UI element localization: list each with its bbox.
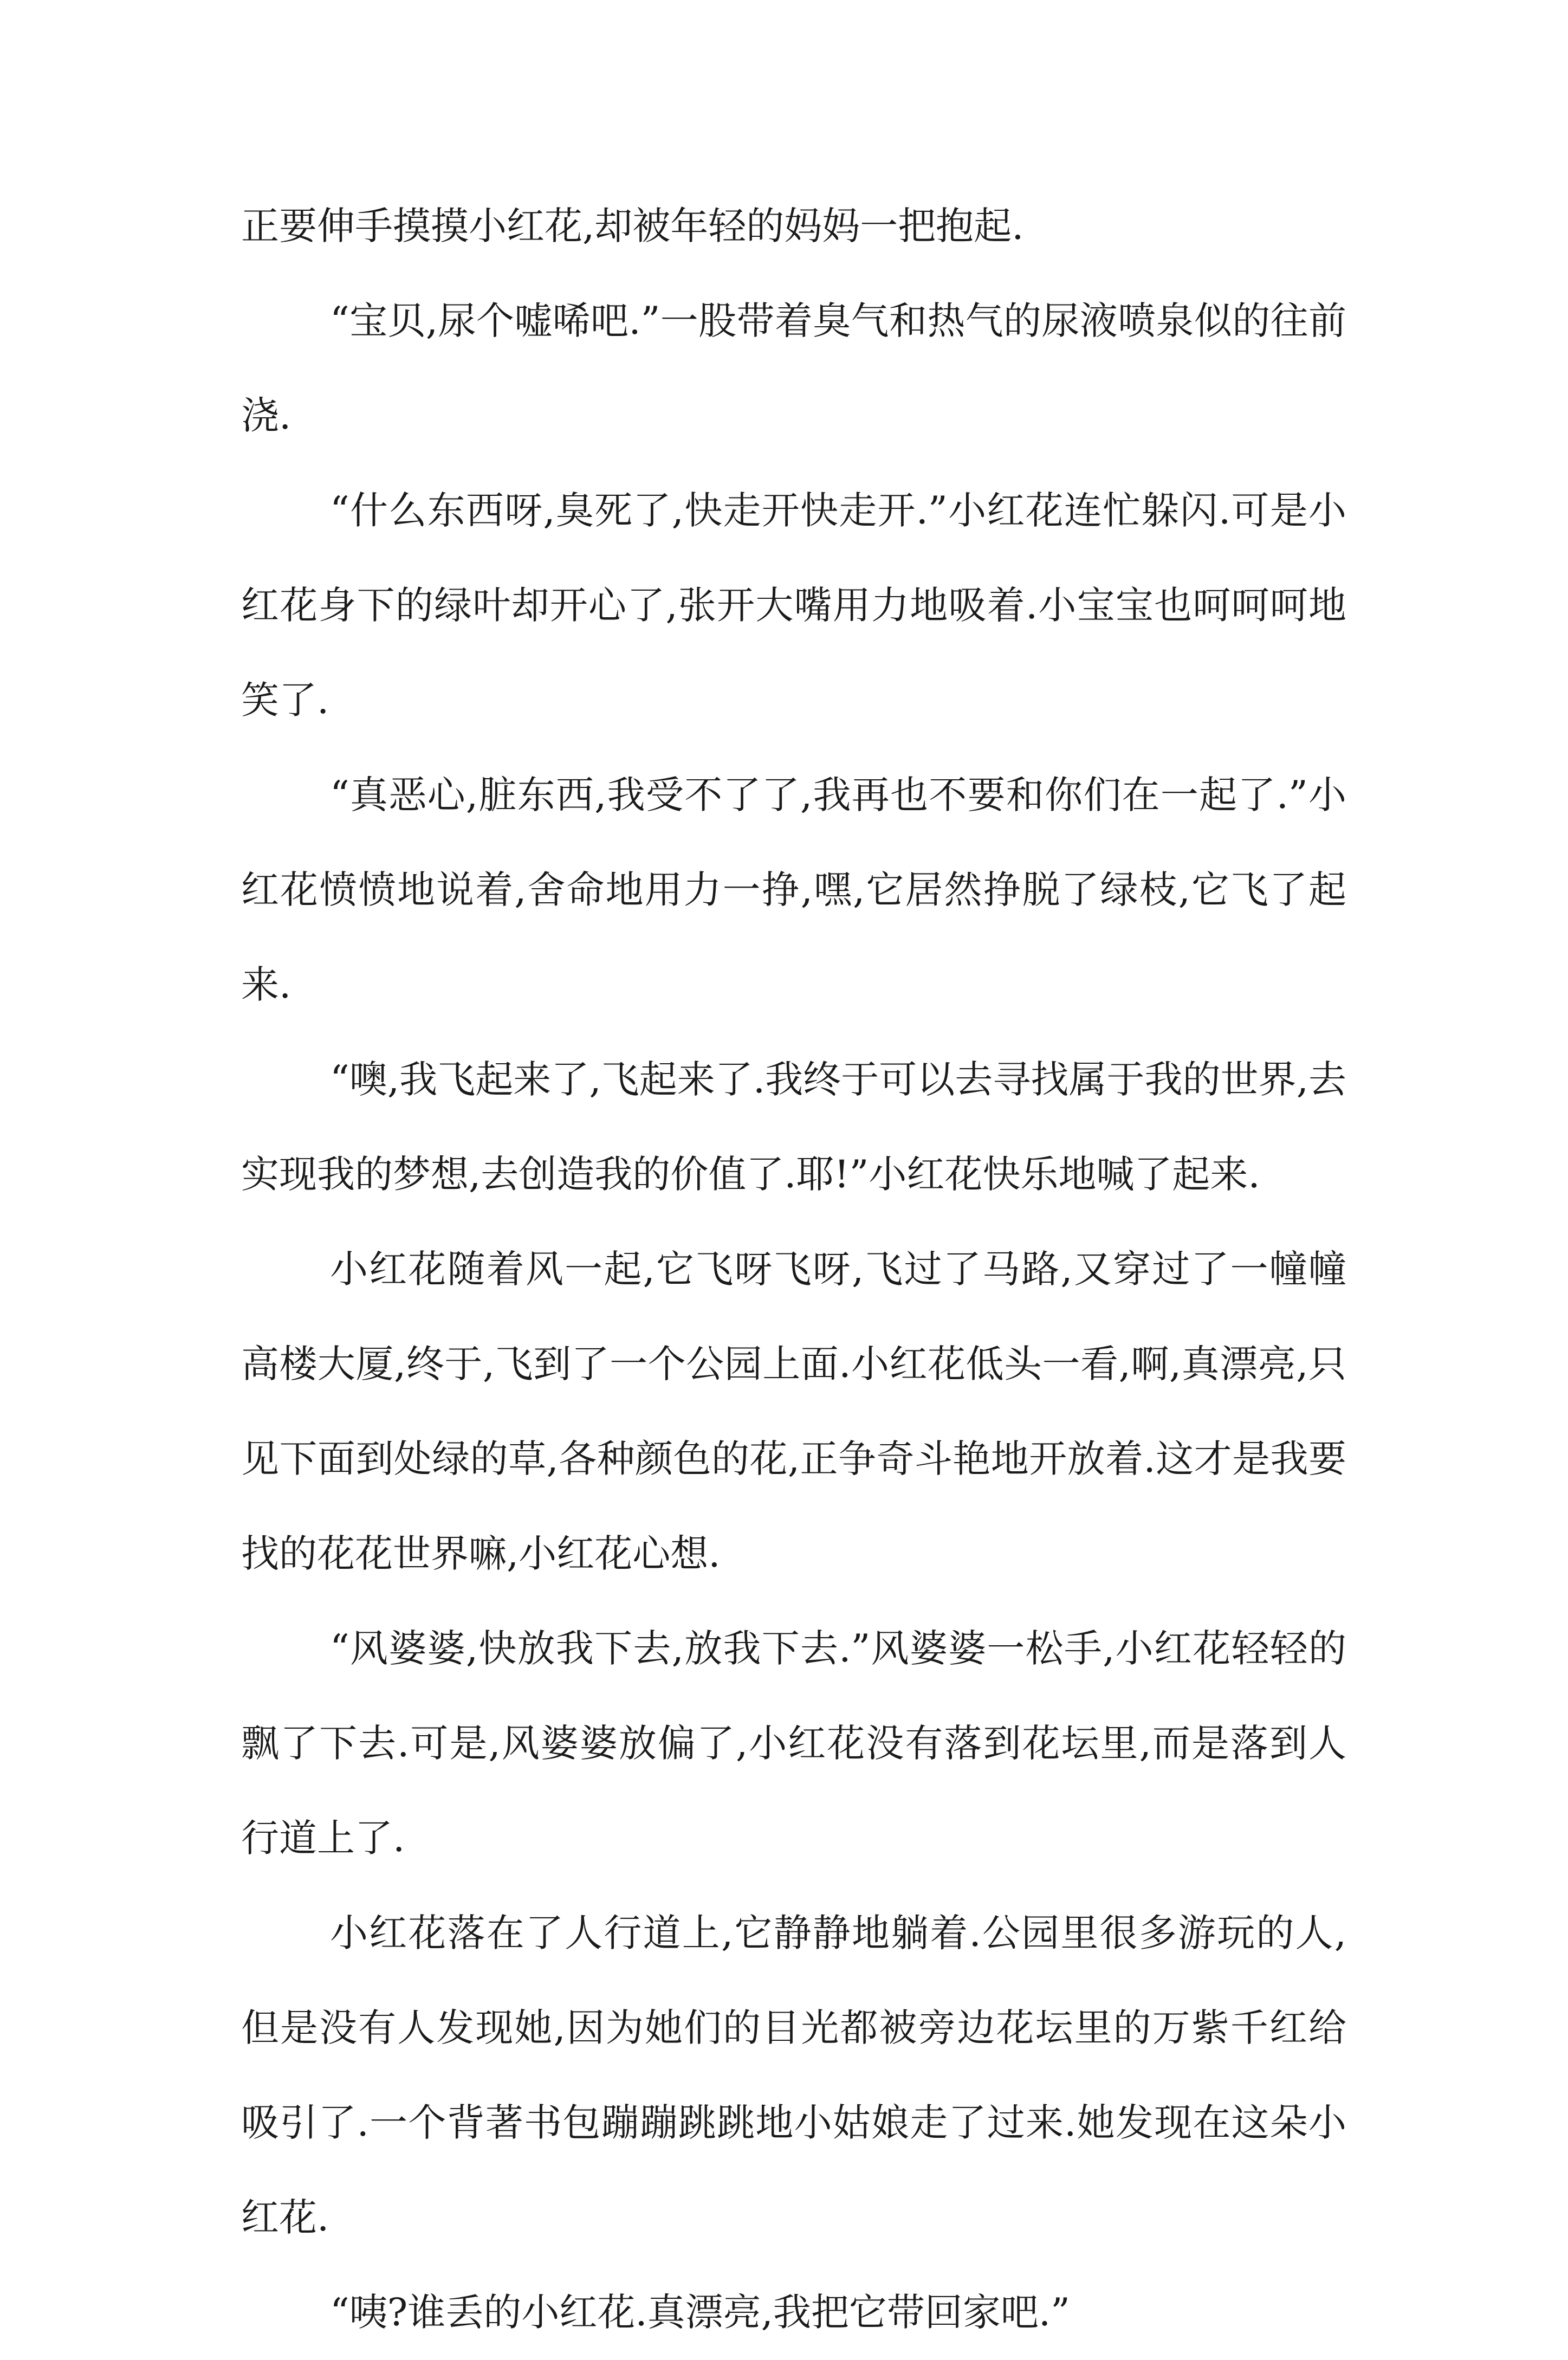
paragraph: “什么东西呀,臭死了,快走开快走开.”小红花连忙躲闪.可是小红花身下的绿叶却开心了,张开大嘴用力地吸着.小宝宝也呵呵呵地笑了. (241, 488, 1346, 722)
paragraph: 小红花落在了人行道上,它静静地躺着.公园里很多游玩的人,但是没有人发现她,因为她们的目光都被旁边花坛里的万紫千红给吸引了.一个背著书包蹦蹦跳跳地小姑娘走了过来.她发现在这朵小红花. (241, 1911, 1346, 2240)
document-body (241, 179, 1346, 2360)
paragraph: “风婆婆,快放我下去,放我下去.”风婆婆一松手,小红花轻轻的飘了下去.可是,风婆婆放偏了,小红花没有落到花坛里,而是落到人行道上了. (241, 1626, 1346, 1860)
paragraph: 正要伸手摸摸小红花,却被年轻的妈妈一把抱起. (241, 204, 1024, 248)
paragraph: “噢,我飞起来了,飞起来了.我终于可以去寻找属于我的世界,去实现我的梦想,去创造我的价值了.耶!”小红花快乐地喊了起来. (241, 1057, 1346, 1197)
paragraph: “真恶心,脏东西,我受不了了,我再也不要和你们在一起了.”小红花愤愤地说着,舍命地用力一挣,嘿,它居然挣脱了绿枝,它飞了起来. (241, 773, 1346, 1007)
paragraph: 小红花随着风一起,它飞呀飞呀,飞过了马路,又穿过了一幢幢高楼大厦,终于,飞到了一个公园上面.小红花低头一看,啊,真漂亮,只见下面到处绿的草,各种颜色的花,正争奇斗艳地开放着.这才是我要找的花花世界嘛,小红花心想. (241, 1247, 1346, 1576)
paragraph: “咦?谁丢的小红花.真漂亮,我把它带回家吧.” (330, 2290, 1070, 2335)
paragraph: “宝贝,尿个嘘唏吧.”一股带着臭气和热气的尿液喷泉似的往前浇. (241, 299, 1346, 438)
